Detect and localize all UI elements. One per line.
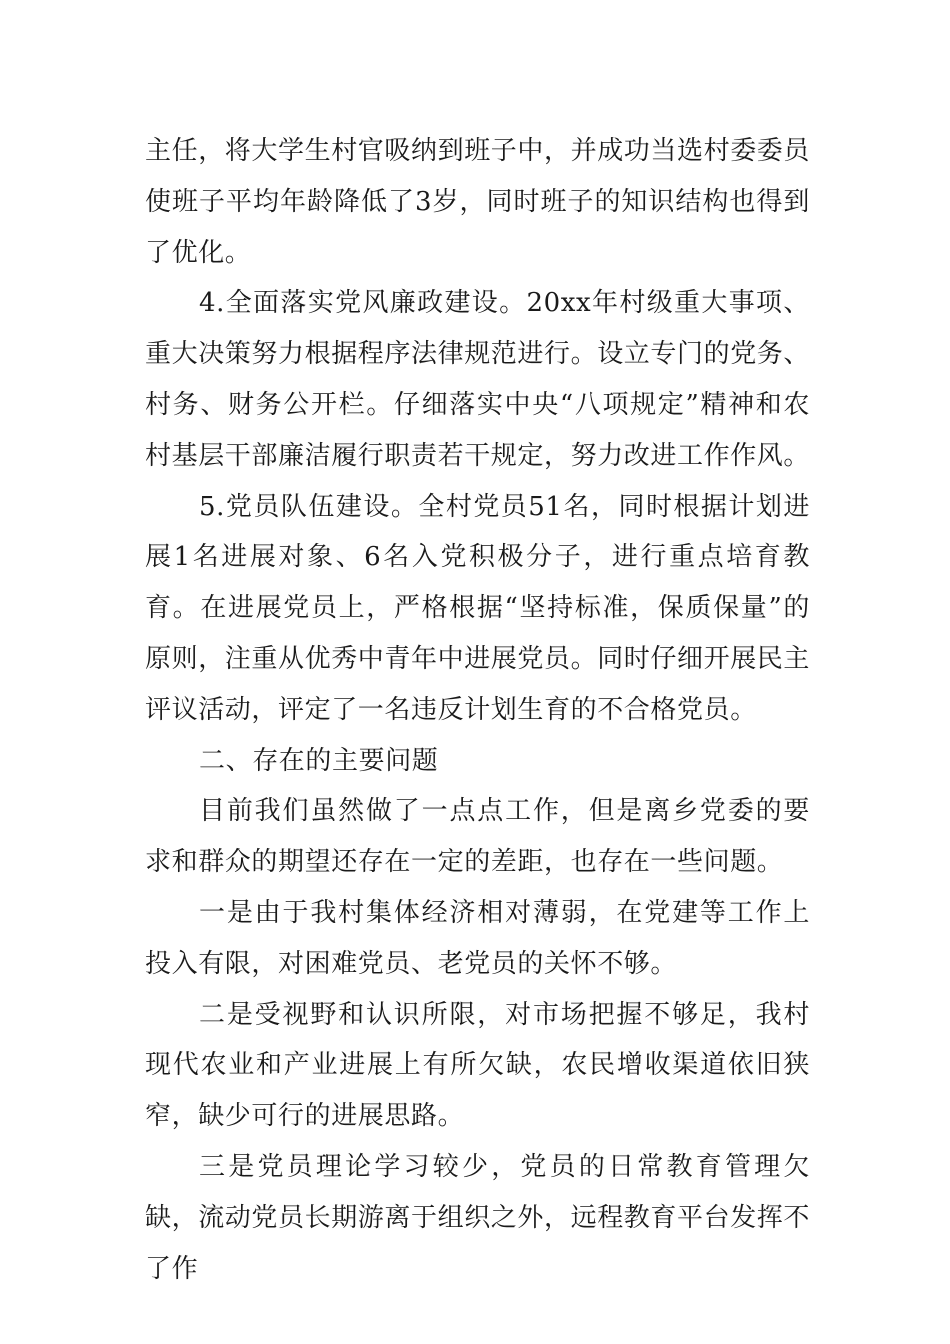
paragraph-problem-two: 二是受视野和认识所限，对市场把握不够足，我村现代农业和产业进展上有所欠缺，农民增收渠道依旧狭窄，缺少可行的进展思路。 <box>145 999 810 1132</box>
paragraph-party-conduct: 4.全面落实党风廉政建设。20xx年村级重大事项、重大决策努力根据程序法律规范进行。设立专门的党务、村务、财务公开栏。仔细落实中央“八项规定”精神和农村基层干部廉洁履行职责若干规定，努力改进工作作风。 <box>145 288 811 471</box>
paragraph-problem-three: 三是党员理论学习较少，党员的日常教育管理欠缺，流动党员长期游离于组织之外，远程教育平台发挥不了作 <box>145 1151 811 1284</box>
document-body <box>145 126 810 1294</box>
paragraph-party-members: 5.党员队伍建设。全村党员51名，同时根据计划进展1名进展对象、6名入党积极分子，进行重点培育教育。在进展党员上，严格根据“坚持标准，保质保量”的原则，注重从优秀中青年中进展党员。同时仔细开展民主评议活动，评定了一名违反计划生育的不合格党员。 <box>145 491 811 725</box>
paragraph-continuation: 主任，将大学生村官吸纳到班子中，并成功当选村委委员使班子平均年龄降低了3岁，同时班子的知识结构也得到了优化。 <box>145 136 811 268</box>
paragraph-problems-intro: 目前我们虽然做了一点点工作，但是离乡党委的要求和群众的期望还存在一定的差距，也存在一些问题。 <box>145 796 810 878</box>
paragraph-problem-one: 一是由于我村集体经济相对薄弱，在党建等工作上投入有限，对困难党员、老党员的关怀不够。 <box>145 897 810 979</box>
section-heading-problems: 二、存在的主要问题 <box>199 745 439 776</box>
